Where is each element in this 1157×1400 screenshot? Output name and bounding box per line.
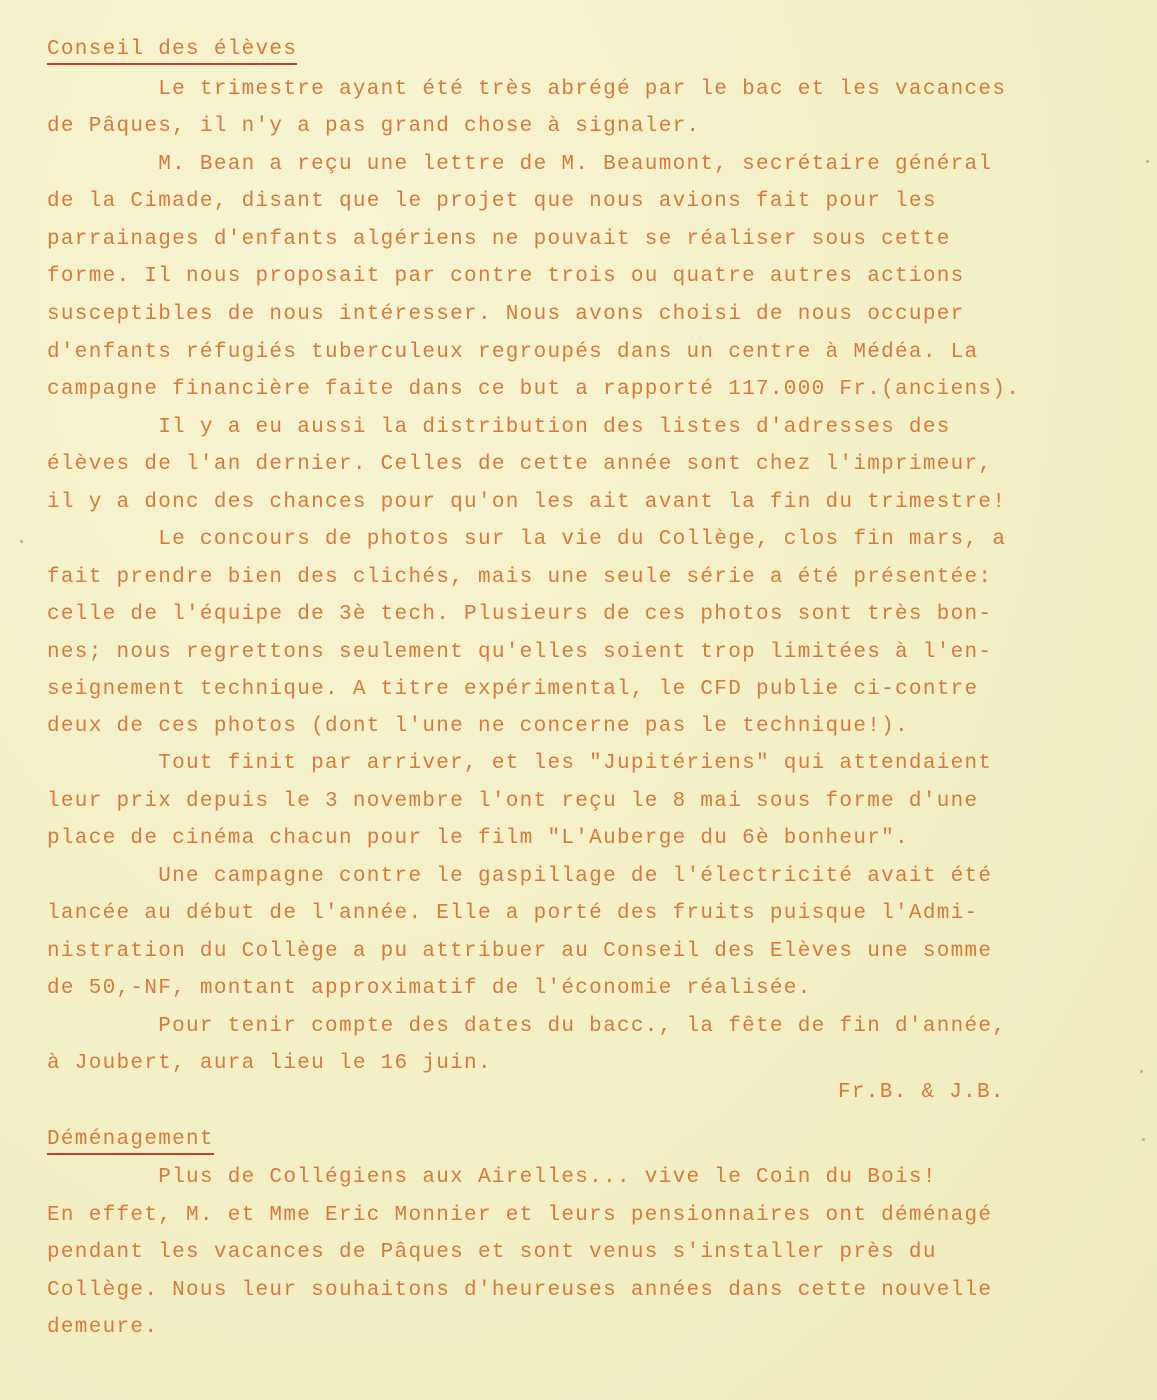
paper-speck [1146,160,1149,163]
text-line: Il y a eu aussi la distribution des listes d'adresses des [47,416,951,439]
text-line: il y a donc des chances pour qu'on les ait avant la fin du trimestre! [47,491,1007,514]
text-line: de la Cimade, disant que le projet que nous avions fait pour les [47,190,937,213]
text-line: élèves de l'an dernier. Celles de cette année sont chez l'imprimeur, [47,453,993,476]
section-heading-demenagement: Déménagement [47,1127,214,1155]
paper-speck [1142,1138,1145,1141]
text-line: celle de l'équipe de 3è tech. Plusieurs de ces photos sont très bon- [47,603,993,626]
text-line: M. Bean a reçu une lettre de M. Beaumont, secrétaire général [47,153,993,176]
text-line: parrainages d'enfants algériens ne pouvait se réaliser sous cette [47,228,951,251]
text-line: de Pâques, il n'y a pas grand chose à signaler. [47,115,701,138]
text-line: pendant les vacances de Pâques et sont venus s'installer près du [47,1241,937,1264]
text-line: de 50,-NF, montant approximatif de l'économie réalisée. [47,977,812,1000]
paper-speck [1140,1070,1143,1073]
text-line: Une campagne contre le gaspillage de l'électricité avait été [47,865,993,888]
text-line: Le trimestre ayant été très abrégé par le bac et les vacances [47,78,1007,101]
text-line: En effet, M. et Mme Eric Monnier et leurs pensionnaires ont déménagé [47,1204,993,1227]
text-line: leur prix depuis le 3 novembre l'ont reçu le 8 mai sous forme d'une [47,790,979,813]
text-line: fait prendre bien des clichés, mais une seule série a été présentée: [47,566,993,589]
paper-speck [20,540,23,543]
text-line: seignement technique. A titre expérimental, le CFD publie ci-contre [47,678,979,701]
text-line: demeure. [47,1316,159,1339]
section-heading-conseil: Conseil des élèves [47,37,297,65]
text-line: forme. Il nous proposait par contre trois ou quatre autres actions [47,265,965,288]
text-line: d'enfants réfugiés tuberculeux regroupés dans un centre à Médéa. La [47,341,979,364]
text-line: Le concours de photos sur la vie du Collège, clos fin mars, a [47,528,1007,551]
text-line: lancée au début de l'année. Elle a porté des fruits puisque l'Admi- [47,902,979,925]
text-line: Collège. Nous leur souhaitons d'heureuses années dans cette nouvelle [47,1279,993,1302]
text-line: Tout finit par arriver, et les "Jupitériens" qui attendaient [47,752,993,775]
text-line: Pour tenir compte des dates du bacc., la fête de fin d'année, [47,1015,1007,1038]
text-line: nes; nous regrettons seulement qu'elles soient trop limitées à l'en- [47,641,993,664]
text-line: deux de ces photos (dont l'une ne concerne pas le technique!). [47,715,909,738]
text-line: Plus de Collégiens aux Airelles... vive le Coin du Bois! [47,1166,937,1189]
text-line: susceptibles de nous intéresser. Nous avons choisi de nous occuper [47,303,965,326]
text-line: à Joubert, aura lieu le 16 juin. [47,1052,492,1075]
signature: Fr.B. & J.B. [838,1081,1005,1104]
text-line: place de cinéma chacun pour le film "L'Auberge du 6è bonheur". [47,827,909,850]
text-line: nistration du Collège a pu attribuer au Conseil des Elèves une somme [47,940,993,963]
text-line: campagne financière faite dans ce but a rapporté 117.000 Fr.(anciens). [47,378,1021,401]
